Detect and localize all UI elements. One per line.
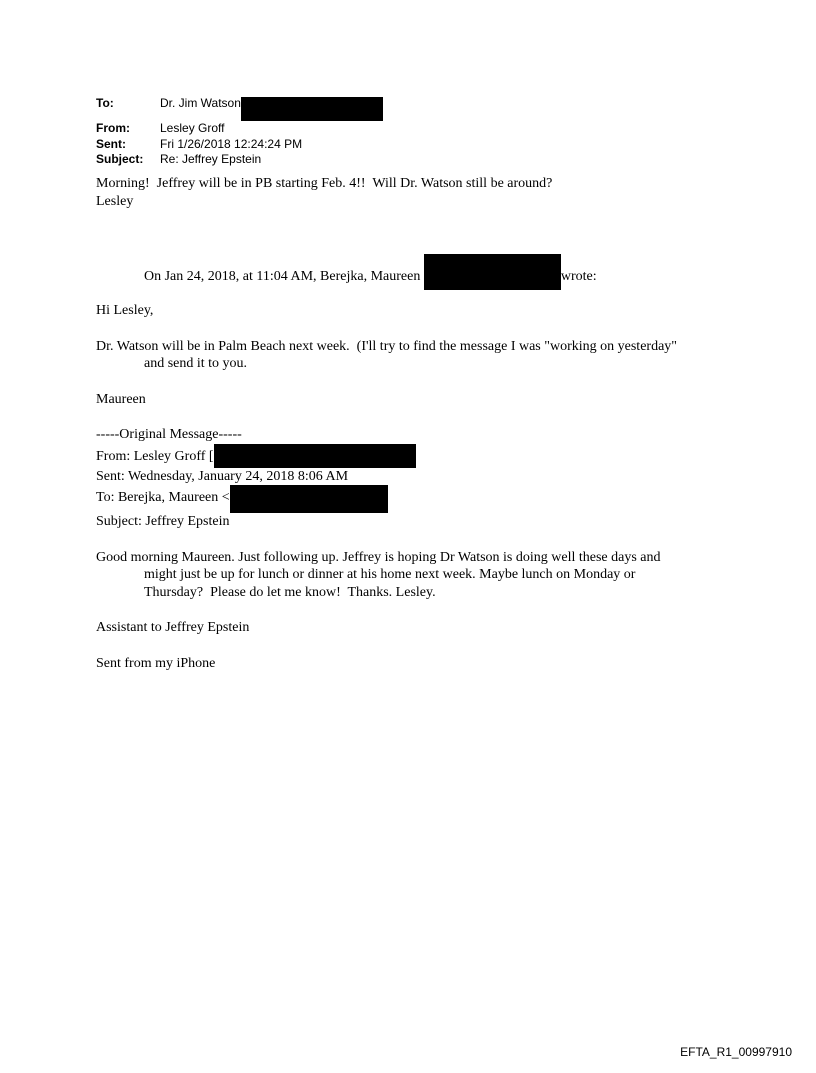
original-subject: Subject: Jeffrey Epstein (96, 514, 230, 529)
paragraph-2: Good morning Maureen. Just following up. Jeffrey is hoping Dr Watson is doing well these days and might just be up for lunch or dinner at his home next week. Maybe lunch on Monday or Thursday? Please do let me know! Thanks. Lesley. (96, 549, 665, 600)
redaction-block (214, 444, 416, 468)
sent-value: Fri 1/26/2018 12:24:24 PM (160, 136, 303, 151)
original-to: To: Berejka, Maureen < (96, 490, 230, 505)
sent-label: Sent: (96, 136, 126, 151)
original-to-row (96, 485, 696, 513)
redaction-block (241, 97, 383, 121)
greeting: Hi Lesley, (96, 303, 154, 318)
to-value: Dr. Jim Watson (160, 96, 241, 110)
email-header (96, 96, 383, 168)
paragraph-1: Dr. Watson will be in Palm Beach next week. (I'll try to find the message I was "working on yesterday" and send it to you. (96, 338, 681, 371)
email-body (96, 175, 696, 672)
quote-intro-wrote: wrote: (560, 269, 597, 284)
signoff: Maureen (96, 391, 146, 407)
subject-row (96, 152, 383, 168)
quote-intro-text: On Jan 24, 2018, at 11:04 AM, Berejka, Maureen (144, 269, 424, 284)
from-label: From: (96, 121, 130, 135)
original-message-marker: -----Original Message----- (96, 427, 242, 442)
subject-value: Re: Jeffrey Epstein (160, 152, 262, 166)
redaction-block (424, 254, 561, 290)
original-from: From: Lesley Groff [ (96, 448, 214, 464)
sent-row (96, 137, 383, 153)
redaction-block (230, 485, 388, 513)
document-id: EFTA_R1_00997910 (680, 1045, 792, 1059)
body-line-1: Morning! Jeffrey will be in PB starting Feb. 4!! Will Dr. Watson still be around? (96, 176, 553, 191)
sent-from-line: Sent from my iPhone (96, 655, 216, 671)
original-sent: Sent: Wednesday, January 24, 2018 8:06 AM (96, 468, 349, 484)
to-row (96, 96, 383, 121)
quote-intro (96, 254, 696, 290)
to-label: To: (96, 96, 114, 110)
from-value: Lesley Groff (160, 121, 225, 135)
body-line-2: Lesley (96, 193, 134, 209)
subject-label: Subject: (96, 152, 144, 166)
from-row (96, 121, 383, 137)
original-from-row (96, 444, 696, 468)
original-message (96, 426, 696, 531)
assistant-signature: Assistant to Jeffrey Epstein (96, 620, 250, 635)
